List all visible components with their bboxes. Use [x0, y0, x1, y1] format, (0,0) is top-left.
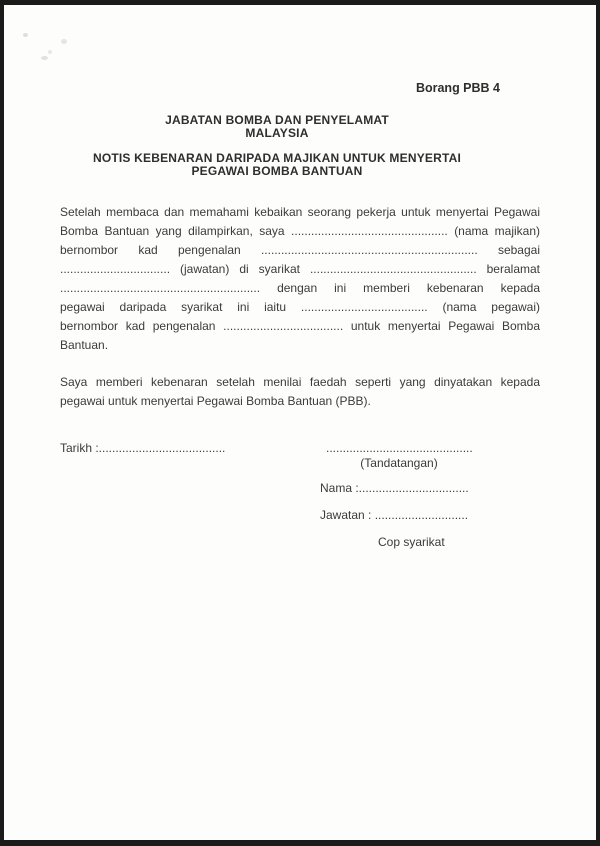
scan-speck — [48, 50, 52, 54]
document-title-line1: NOTIS KEBENARAN DARIPADA MAJIKAN UNTUK MENYERTAI — [92, 151, 462, 165]
scan-speck — [41, 56, 48, 60]
document-page — [4, 5, 596, 840]
date-field: Tarikh :...................................... — [60, 441, 226, 455]
paragraph-line: pegawai daripada syarikat ini iaitu ...................................... (nama pegawai) — [60, 300, 540, 314]
paragraph-line: bernombor kad pengenalan ................................................................. sebagai — [60, 243, 540, 257]
paragraph-line: pegawai untuk menyertai Pegawai Bomba Bantuan (PBB). — [60, 394, 371, 408]
paragraph-line: Bomba Bantuan yang dilampirkan, saya ............................................... (nama majikan) — [60, 224, 540, 238]
org-name-line2: MALAYSIA — [245, 126, 309, 140]
position-field: Jawatan : ............................ — [320, 508, 469, 522]
signature-line: ............................................ — [326, 441, 473, 455]
paragraph-line: bernombor kad pengenalan .................................... untuk menyertai Pegawai Bomba — [60, 319, 540, 333]
document-title-line2: PEGAWAI BOMBA BANTUAN — [191, 164, 363, 178]
paragraph-line: Bantuan. — [60, 338, 109, 352]
company-stamp-label: Cop syarikat — [378, 535, 445, 549]
form-code: Borang PBB 4 — [415, 81, 500, 95]
scan-speck — [61, 39, 67, 44]
document-title — [4, 152, 550, 178]
signature-caption: (Tandatangan) — [360, 456, 438, 470]
paragraph-line: Setelah membaca dan memahami kebaikan seorang pekerja untuk menyertai Pegawai — [60, 205, 540, 219]
name-field: Nama :................................. — [320, 481, 469, 495]
org-name-line1: JABATAN BOMBA DAN PENYELAMAT — [165, 113, 389, 127]
paragraph-line: ................................. (jawatan) di syarikat .................................................. beralamat — [60, 262, 540, 276]
scan-speck — [23, 33, 28, 37]
paragraph-authorization — [60, 203, 540, 355]
paragraph-line: Saya memberi kebenaran setelah menilai faedah seperti yang dinyatakan kepada — [60, 375, 540, 389]
paragraph-confirmation — [60, 373, 540, 411]
paragraph-line: ............................................................ dengan ini memberi kebenaran kepada — [60, 281, 540, 295]
org-name — [4, 114, 550, 140]
